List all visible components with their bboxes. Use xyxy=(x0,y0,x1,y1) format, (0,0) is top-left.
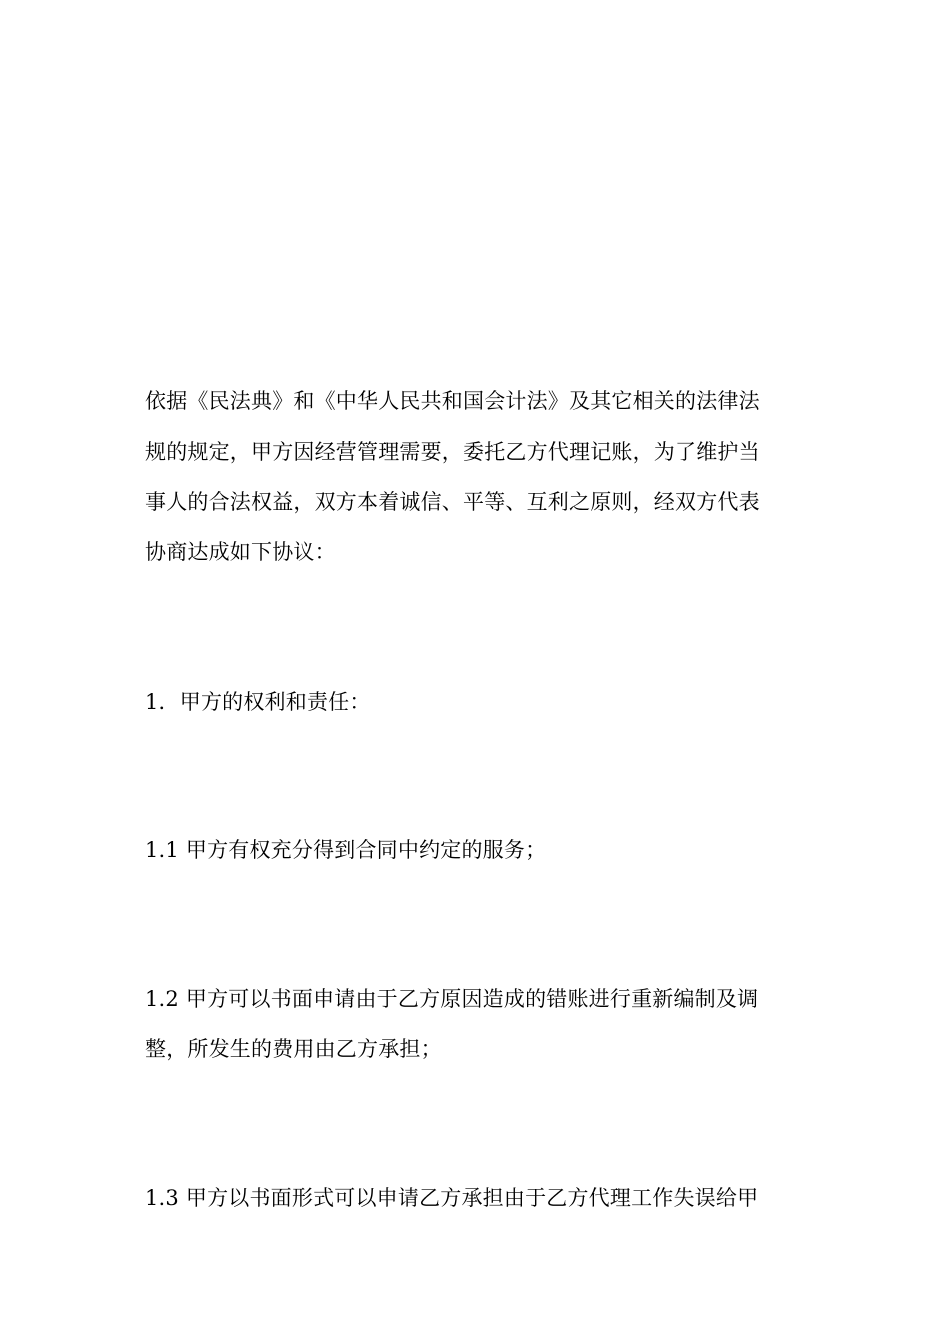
clause-1-2-line-1: 1.2 甲方可以书面申请由于乙方原因造成的错账进行重新编制及调 xyxy=(145,987,759,1011)
intro-line-3: 事人的合法权益，双方本着诚信、平等、互利之原则，经双方代表 xyxy=(145,490,760,514)
clause-1-1-line-1: 1.1 甲方有权充分得到合同中约定的服务； xyxy=(145,838,547,862)
clause-1-2-line-2: 整，所发生的费用由乙方承担； xyxy=(145,1037,442,1061)
intro-line-4: 协商达成如下协议： xyxy=(145,540,336,564)
section-1-heading: 1．甲方的权利和责任： xyxy=(145,690,371,714)
intro-line-1: 依据《民法典》和《中华人民共和国会计法》及其它相关的法律法 xyxy=(145,389,760,413)
intro-line-2: 规的规定，甲方因经营管理需要，委托乙方代理记账，为了维护当 xyxy=(145,440,760,464)
clause-1-3-line-1: 1.3 甲方以书面形式可以申请乙方承担由于乙方代理工作失误给甲 xyxy=(145,1186,759,1210)
